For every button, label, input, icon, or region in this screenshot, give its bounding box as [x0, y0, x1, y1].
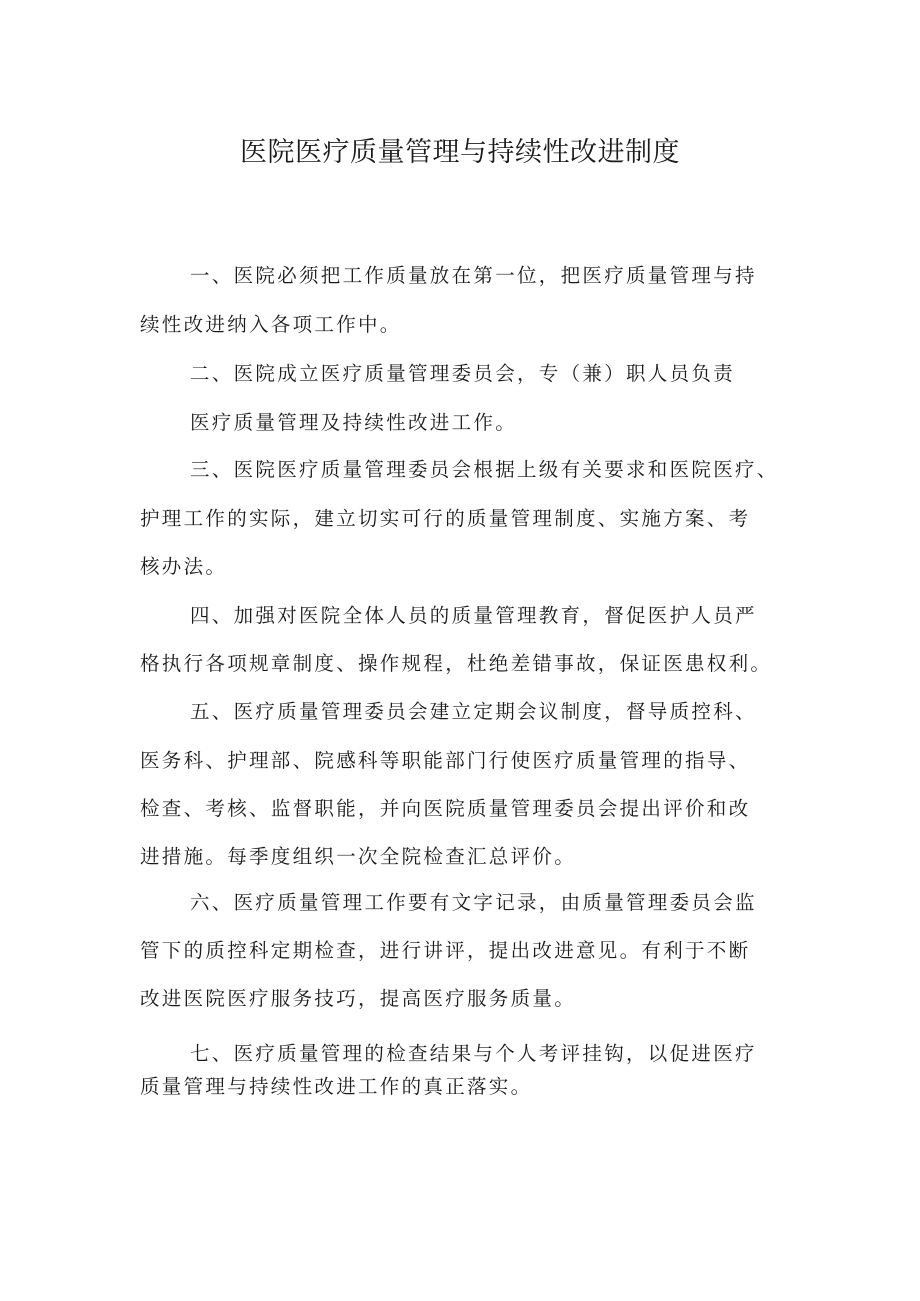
paragraph-line: 质量管理与持续性改进工作的真正落实。	[140, 1075, 533, 1098]
paragraph-line: 四、加强对医院全体人员的质量管理教育，督促医护人员严	[190, 604, 757, 627]
document-title: 医院医疗质量管理与持续性改进制度	[240, 137, 680, 168]
paragraph-line: 六、医疗质量管理工作要有文字记录，由质量管理委员会监	[190, 891, 757, 914]
paragraph-line: 进措施。每季度组织一次全院检查汇总评价。	[140, 845, 577, 868]
paragraph-line: 医疗质量管理及持续性改进工作。	[190, 411, 518, 434]
paragraph-line: 五、医疗质量管理委员会建立定期会议制度，督导质控科、	[190, 700, 757, 723]
paragraph-line: 医务科、护理部、院感科等职能部门行使医疗质量管理的指导、	[140, 749, 751, 772]
paragraph-line: 三、医院医疗质量管理委员会根据上级有关要求和医院医疗、	[190, 458, 779, 481]
paragraph-line: 改进医院医疗服务技巧，提高医疗服务质量。	[140, 987, 577, 1010]
paragraph-line: 护理工作的实际，建立切实可行的质量管理制度、实施方案、考	[140, 507, 751, 530]
paragraph-line: 一、医院必须把工作质量放在第一位，把医疗质量管理与持	[190, 264, 757, 287]
paragraph-line: 核办法。	[140, 555, 228, 578]
paragraph-line: 七、医疗质量管理的检查结果与个人考评挂钩，以促进医疗	[190, 1042, 757, 1065]
paragraph-line: 检查、考核、监督职能，并向医院质量管理委员会提出评价和改	[140, 797, 751, 820]
paragraph-line: 格执行各项规章制度、操作规程，杜绝差错事故，保证医患权利。	[140, 652, 773, 675]
paragraph-line: 管下的质控科定期检查，进行讲评，提出改进意见。有利于不断	[140, 939, 751, 962]
paragraph-line: 续性改进纳入各项工作中。	[140, 313, 402, 336]
paragraph-line: 二、医院成立医疗质量管理委员会，专（兼）职人员负责	[190, 362, 736, 385]
